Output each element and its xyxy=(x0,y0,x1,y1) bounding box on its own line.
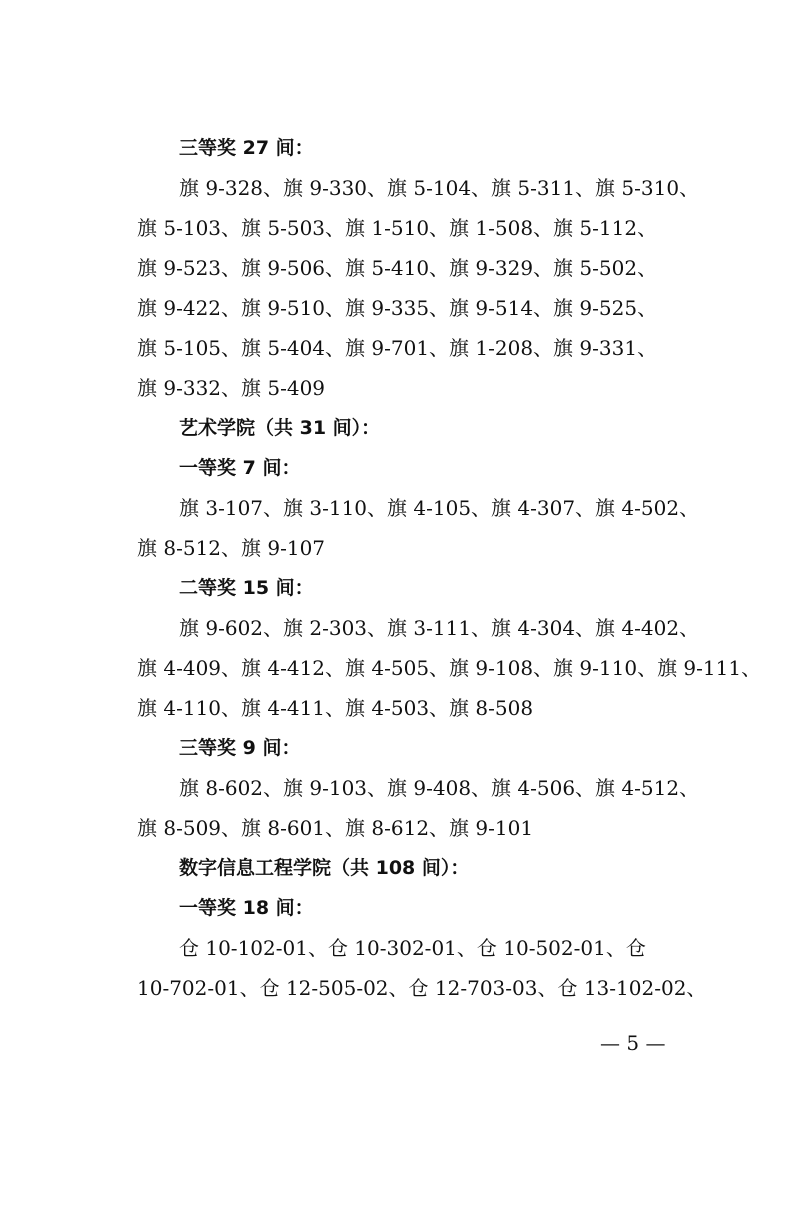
section-heading: 三等奖 9 间： xyxy=(179,737,301,759)
text-line: 旗 8-512、旗 9-107 xyxy=(137,536,326,560)
text-line: 旗 5-103、旗 5-503、旗 1-510、旗 1-508、旗 5-112、 xyxy=(137,216,658,240)
section-heading: 一等奖 18 间： xyxy=(179,897,314,919)
text-line: 旗 8-509、旗 8-601、旗 8-612、旗 9-101 xyxy=(137,816,534,840)
text-line: 旗 8-602、旗 9-103、旗 9-408、旗 4-506、旗 4-512、 xyxy=(179,776,700,800)
section-heading: 数字信息工程学院（共 108 间）： xyxy=(179,857,470,879)
text-line: 旗 9-523、旗 9-506、旗 5-410、旗 9-329、旗 5-502、 xyxy=(137,256,658,280)
section-heading: 艺术学院（共 31 间）： xyxy=(179,417,381,439)
text-line: 10-702-01、仓 12-505-02、仓 12-703-03、仓 13-102-02、 xyxy=(137,976,707,1000)
text-line: 旗 3-107、旗 3-110、旗 4-105、旗 4-307、旗 4-502、 xyxy=(179,496,700,520)
text-line: 旗 5-105、旗 5-404、旗 9-701、旗 1-208、旗 9-331、 xyxy=(137,336,658,360)
section-heading: 一等奖 7 间： xyxy=(179,457,301,479)
text-line: 旗 9-332、旗 5-409 xyxy=(137,376,326,400)
text-line: 旗 9-328、旗 9-330、旗 5-104、旗 5-311、旗 5-310、 xyxy=(179,176,700,200)
text-line: 旗 4-409、旗 4-412、旗 4-505、旗 9-108、旗 9-110、旗 9-111、 xyxy=(137,656,762,680)
section-heading: 二等奖 15 间： xyxy=(179,577,314,599)
text-line: 旗 9-422、旗 9-510、旗 9-335、旗 9-514、旗 9-525、 xyxy=(137,296,658,320)
text-line: 仓 10-102-01、仓 10-302-01、仓 10-502-01、仓 xyxy=(179,936,646,960)
section-heading: 三等奖 27 间： xyxy=(179,137,314,159)
text-line: 旗 9-602、旗 2-303、旗 3-111、旗 4-304、旗 4-402、 xyxy=(179,616,700,640)
text-line: 旗 4-110、旗 4-411、旗 4-503、旗 8-508 xyxy=(137,696,534,720)
document-body xyxy=(137,128,762,1008)
page-number: — 5 — xyxy=(600,1031,666,1055)
